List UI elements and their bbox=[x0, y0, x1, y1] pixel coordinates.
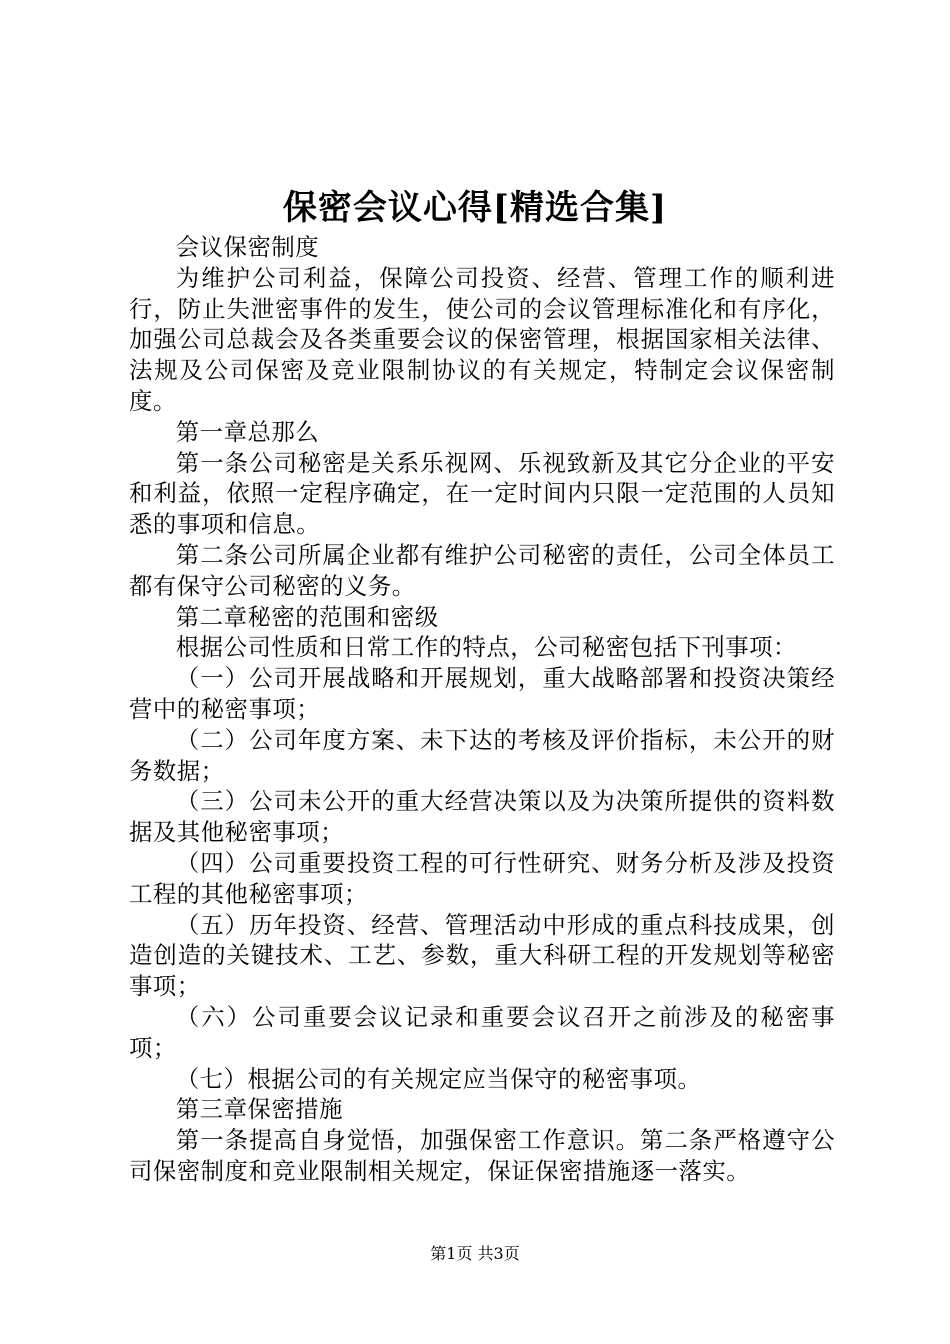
document-title: 保密会议心得[精选合集] bbox=[282, 188, 668, 228]
paragraph: 根据公司性质和日常工作的特点，公司秘密包括下刊事项： bbox=[175, 633, 797, 662]
list-item: （五）历年投资、经营、管理活动中形成的重点科技成果，创造创造的关键技术、工艺、参数，重大科研工程的开发规划等秘密事项； bbox=[129, 910, 835, 1001]
chapter-heading: 第一章总那么 bbox=[175, 417, 320, 446]
list-item: （一）公司开展战略和开展规划，重大战略部署和投资决策经营中的秘密事项； bbox=[129, 664, 835, 723]
list-item: （四）公司重要投资工程的可行性研究、财务分析及涉及投资工程的其他秘密事项； bbox=[129, 848, 835, 908]
list-item: （三）公司未公开的重大经营决策以及为决策所提供的资料数据及其他秘密事项； bbox=[129, 787, 835, 847]
list-item: （六）公司重要会议记录和重要会议召开之前涉及的秘密事项； bbox=[129, 1002, 835, 1062]
list-item: （二）公司年度方案、未下达的考核及评价指标，未公开的财务数据； bbox=[129, 725, 835, 785]
chapter-heading: 第二章秘密的范围和密级 bbox=[175, 602, 439, 631]
paragraph: 第一条公司秘密是关系乐视网、乐视致新及其它分企业的平安和利益，依照一定程序确定，在一定时间内只限一定范围的人员知悉的事项和信息。 bbox=[129, 448, 835, 539]
paragraph: 第一条提高自身觉悟，加强保密工作意识。第二条严格遵守公司保密制度和竞业限制相关规定，保证保密措施逐一落实。 bbox=[129, 1126, 835, 1185]
document-body bbox=[129, 232, 835, 1187]
page-footer: 第1页 共3页 bbox=[430, 1244, 520, 1263]
chapter-heading: 第三章保密措施 bbox=[175, 1095, 344, 1124]
list-item: （七）根据公司的有关规定应当保守的秘密事项。 bbox=[175, 1064, 702, 1093]
paragraph: 为维护公司利益，保障公司投资、经营、管理工作的顺利进行，防止失泄密事件的发生，使公司的会议管理标准化和有序化，加强公司总裁会及各类重要会议的保密管理，根据国家相关法律、法规及公司保密及竞业限制协议的有关规定，特制定会议保密制度。 bbox=[129, 263, 835, 415]
paragraph: 第二条公司所属企业都有维护公司秘密的责任，公司全体员工都有保守公司秘密的义务。 bbox=[129, 540, 835, 600]
section-heading: 会议保密制度 bbox=[175, 233, 320, 261]
